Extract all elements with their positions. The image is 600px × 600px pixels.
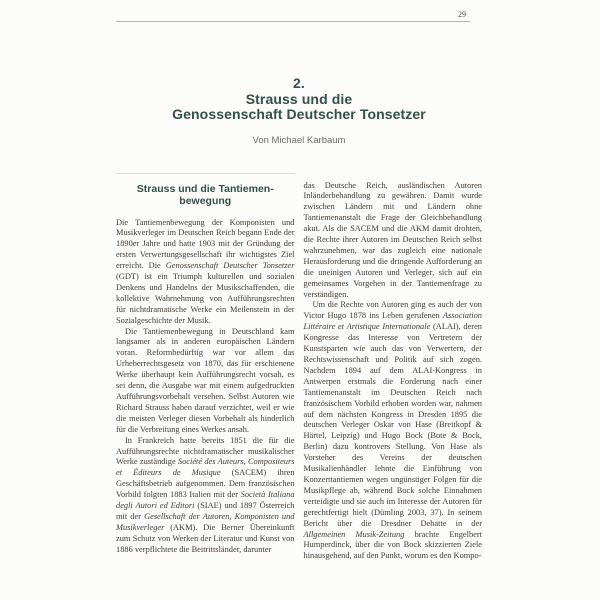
text-run: das Deutsche Reich, ausländischen Autoren Inländerbehandlung zu gewähren. Damit wurde zwischen Ländern mit und Ländern ohne Tantiemenanstalt die Frage der Gleichbehandlung akut. Als die SACEM und die AKM damit drohten, die Rechte ihrer Autoren im Deutschen Reich selbst wahrzunehmen, war das zugleich eine nationale Herausforderung und die dringende Aufforderung an die uneinigen Autoren und Verleger, sich auf ein gemeinsames Vorgehen in der Tantiemenfrage zu verständigen. <box>303 180 482 299</box>
paragraph <box>304 300 483 562</box>
page-content <box>116 0 482 562</box>
right-column <box>304 173 483 563</box>
chapter-title-line1: Strauss und die <box>245 90 353 107</box>
text-run: In Frankreich hatte bereits 1851 die für die Aufführungsrechte nichtdramatischer musikalischer Werke zuständige <box>116 435 295 467</box>
text-run: (SACEM) ihren Geschäftsbetrieb aufgenommen. Dem französischen Vorbild folgten 1883 Italien mit der <box>116 468 295 500</box>
left-column-text <box>116 218 295 556</box>
italic-text-run: Société des Auteurs, Compositeurs et Éditeurs de Musique <box>116 457 295 478</box>
text-run: (ALAI), deren Kongresse das Interesse von Vertretern der Kunstsparten wie auch das von Verwertern, der Rechtswissenschaft und Politik auf sich zogen. Nachdem 1894 auf dem ALAI-Kongress in Antwerpen erstmals die Forderung nach einer Tantiemenanstalt im Deutschen Reich nach französischem Vorbild erhoben worden war, nahmen auf dem nächsten Kongress in Dresden 1895 die deutschen Verleger Oskar von Hase (Breitkopf & Härtel, Leipzig) und Hugo Bock (Bote & Bock, Berlin) dazu kontrovers Stellung. Von Hase als Vorsteher des Vereins der deutschen Musikalienhändler lehnte die Einführung von Konzerttantiemen wegen ungünstiger Folgen für die Musikpflege ab, während Bock solche Einnahmen verteidigte und sie auch im Interesse der Autoren für gerechtfertigt hielt (Dümling 2003, 37). In seinem Bericht über die Dresdner Debatte in der <box>303 322 482 528</box>
chapter-title <box>116 76 482 123</box>
section-rule <box>116 173 295 174</box>
author-byline: Von Michael Karbaum <box>252 134 346 146</box>
text-run: (SIAE) und 1897 Österreich mit der <box>116 501 295 521</box>
text-run: brachte Engelbert Humperdinck, über die von Bock skizzierten Ziele hinausgehend, auf den Punkt, worum es den Kompo- <box>303 529 482 561</box>
paragraph <box>116 327 295 436</box>
italic-text-run: Allgemeinen Musik-Zeitung <box>303 529 405 539</box>
paragraph <box>116 436 295 556</box>
page-number: 29 <box>458 10 466 19</box>
chapter-title-line2: Genossenschaft Deutscher Tonsetzer <box>172 106 426 122</box>
text-run: Die Tantiemenbewegung in Deutschland kam langsamer als in anderen europäischen Ländern voran. Reformbedürftig war vor allem das Urheberrechtsgesetz von 1870, das für erschienene Werke überhaupt kein Aufführungsrecht vorsah, es sei denn, die Ausgabe war mit einem aufgedruckten Aufführungsvorbehalt versehen. Selbst Autoren wie Richard Strauss haben darauf verzichtet, weil er wie die meisten Verleger diesen Vorbehalt als hinderlich für die Verbreitung eines Werkes ansah. <box>116 326 295 434</box>
header-rule <box>116 21 470 22</box>
italic-text-run: Società Italiana degli Autori ed Editori <box>116 490 295 511</box>
left-column <box>116 173 295 563</box>
italic-text-run: Genossenschaft Deutscher Tonsetzer <box>165 261 295 271</box>
text-run: (GDT) ist ein Triumph kulturellen und sozialen Denkens und Handelns der Musikschaffenden, die kollektive Wahrnehmung von Aufführungsrechten für nichtdramatische Werke ein Meilenstein in der Sozialgeschichte der Musik. <box>116 272 295 325</box>
text-run: Die Tantiemenbewegung der Komponisten und Musikverleger im Deutschen Reich begann Ende der 1890er Jahre und hatte 1903 mit der Gründung der ersten Verwertungsgesellschaft ihr wichtigstes Ziel erreicht. Die <box>116 217 295 271</box>
italic-text-run: Gesellschaft der Autoren, Komponisten und Musikverleger <box>116 511 295 532</box>
paragraph <box>304 181 483 301</box>
paragraph <box>116 218 295 327</box>
italic-text-run: Association Littéraire et Artistique Internationale <box>303 311 482 332</box>
section-heading-line2: bewegung <box>179 195 232 207</box>
text-run: Um die Rechte von Autoren ging es auch der von Victor Hugo 1878 ins Leben gerufenen <box>303 300 482 321</box>
chapter-number: 2. <box>293 75 305 91</box>
section-heading-line1: Strauss und die Tantiemen- <box>136 182 274 195</box>
two-column-text <box>116 173 482 563</box>
right-column-text <box>304 181 483 563</box>
section-heading <box>116 183 295 208</box>
text-run: (AKM). Die Berner Übereinkunft zum Schutz von Werken der Literatur und Kunst von 1886 verpflichtete die Beitrittsländer, darunter <box>116 522 295 554</box>
